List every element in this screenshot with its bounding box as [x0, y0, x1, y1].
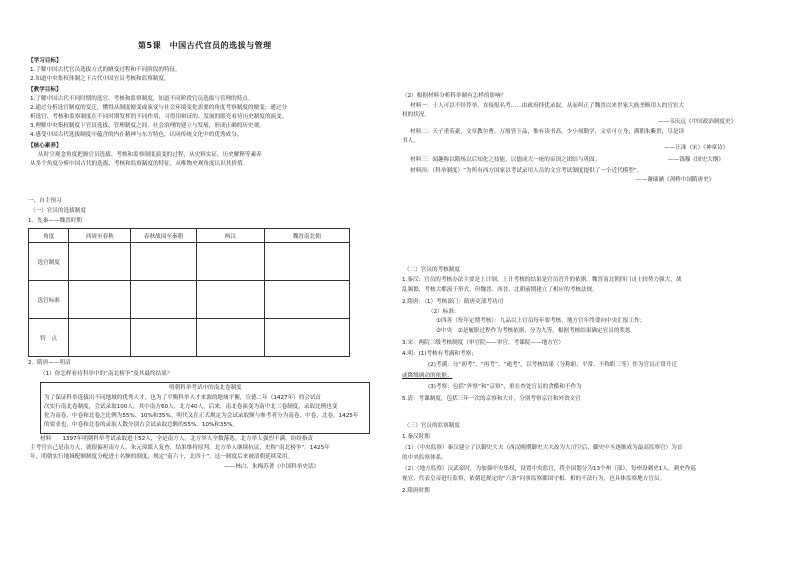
body-line: 1.秦汉时期: [402, 434, 430, 440]
page-title: 第5课 中国古代官员的选拔与管理: [138, 41, 272, 50]
selection-table: [28, 228, 350, 357]
material-box-title: 明朝科举考试中的南北卷制度: [169, 385, 242, 391]
body-line: 乱频繁，考核大都流于形式，但魏晋、西晋、北朝前期建立了相应的考核法规。: [402, 287, 598, 293]
material-source: ——谢瑞涵《剑桥中国隋唐史》: [636, 177, 715, 183]
table-cell[interactable]: [131, 281, 197, 319]
subsection-heading: （二）官员的考核制度: [404, 267, 460, 273]
body-line: 3.宋：两院三级考核制度（审官院——审官，考课院——地方官）: [402, 340, 564, 346]
table-cell[interactable]: [131, 319, 197, 357]
goal-header: 【学习目标】: [28, 58, 62, 64]
table-row: [29, 243, 350, 281]
material-line: 书人。: [402, 138, 419, 144]
material-line: 材料 1397年明朝科举考试录取进士52人，全是南方人，北方举人全数落选。北方举人强烈不满，纷纷指责: [40, 436, 314, 442]
material-box-line: 次实行南北卷制度，会试录取100人，其中南方60人，北方40人。后来，南北卷演变为南中北三卷制度，录取比例也变: [44, 404, 338, 410]
body-line: （2）标准：: [428, 309, 460, 315]
material-line: 主考官自己是南方人，就很偏袒南方人，朱元璋派人复查，结果维持原判。北方举人继续抗议，史称“南北榜争”。1425年: [30, 445, 330, 451]
table-cell[interactable]: [196, 281, 264, 319]
body-line: 2.隋唐时期: [402, 488, 430, 494]
table-row: [29, 281, 350, 319]
body-line: （1）（中央监察）秦汉建立了以御史大夫（西汉晚期御史大夫改为大司空后，御史中丞逐渐成为最高监察官）为首: [402, 445, 683, 451]
table-cell[interactable]: [69, 319, 131, 357]
table-cell[interactable]: [196, 243, 264, 281]
material-box-line: 化为南卷、中卷和北卷之比例为55%、10%和35%。明代又在正式规定为会试录取额与参考者分为南卷、中卷、北卷，1425年: [44, 413, 359, 419]
material-line: 权的状况。: [402, 112, 430, 118]
body-line: 的中央监察体系。: [402, 455, 447, 461]
subsection-heading: （三）官员的监察制度: [404, 423, 460, 429]
body-line: (2)考满：分“初考”、“再考”、“通考”，以考核结果（分称职、平常、不称职三等）作为官员正常升迁: [428, 362, 678, 368]
table-cell[interactable]: [69, 281, 131, 319]
body-line: ①四善（每年定期考核）：九品以上官员每年要考核，地方官年终要向中央汇报工作；: [436, 318, 646, 324]
subsection-heading: （一）官员的选拔制度: [30, 208, 86, 214]
material-source: ——钱穆《国史大纲》: [668, 157, 724, 163]
body-line: 5.清：考课制度，包括三年一次的京察和大计，分别考察京官和外省文官: [402, 396, 581, 402]
key-line: 析选官、考核和监察制度在不同时期发挥的不同作用，习得用辩证的、发展的眼光看待历史制度的演变。: [30, 114, 288, 120]
table-header-row: [29, 229, 350, 243]
table-row-label: 选官标准: [29, 281, 69, 319]
material-box-line: 为了保证科举选拔出不同地域的优秀人才，也为了平衡科举人才来源的地域平衡，宣德二年（1427年）的会试首: [44, 395, 322, 401]
table-header-cell: 魏晋南北朝: [264, 229, 349, 243]
material-line: 材料一：士人可以不经荐举，直接报名考……由政府择优录取，从而纠正了魏晋以来世家大族垄断用人的官宦大: [410, 103, 685, 109]
core-header: 【核心素养】: [28, 143, 62, 149]
table-cell[interactable]: [264, 243, 349, 281]
table-row: [29, 319, 350, 357]
body-line: 1.秦汉：官员的考核办法主要是上计制，上计考核的结果是官员晋升的依据。魏晋南北朝四门司士较势力强大，战: [402, 277, 682, 283]
material-line: 材料二：天子重英豪，文章教尔曹。万般皆下品，惟有读书高。少小须勤学，文章可立身；满朝朱紫贵，尽是读: [410, 129, 685, 135]
question-2: （2）根据材料分析科举制有怎样的影响？: [402, 93, 507, 99]
goal-line: 1.了解中国古代官员选拔方式的嬗变过程和不同阶段的特征。: [30, 67, 181, 73]
table-header-cell: 两汉: [196, 229, 264, 243]
section-heading: 一、自主预习: [28, 198, 62, 204]
table-cell[interactable]: [131, 243, 197, 281]
key-line: 1.了解中国古代不同时期的选官、考核和监察制度，知道不同阶段官员选拔与管理的特点。: [30, 96, 254, 102]
key-line: 4.感受中国古代选拔制度中蕴含的内在精神与东方特色，认同传统文化中的优秀成分。: [30, 132, 243, 138]
core-line: 从多个角度分析中国古代的选拔、考核和监察制度的特征，从唯物史观角度认识其价值。: [30, 161, 249, 167]
table-cell[interactable]: [264, 319, 349, 357]
body-line: 视官，代表皇帝进行监察，依朝廷规定的“六条”问事监察郡国守相、相的不法行为，也具体监察地方官员。: [402, 476, 666, 482]
subsection-heading: 2．隋唐——明清: [28, 360, 71, 366]
body-line: ②中央 ②是履职过程作为考核依据，分为九等，根据考核结果确定官员的奖惩: [436, 328, 631, 334]
table-header-cell: 西周至春秋: [69, 229, 131, 243]
material-line: 年，明朝实行地域配额制度分配进士名额的制度，规定“南六十，北四十”。这一制度后来被清朝延续采用。: [30, 454, 294, 460]
body-line: 2.隋唐：（1）考核部门：隋唐吏部考功司: [402, 299, 504, 305]
table-header-cell: 角度: [29, 229, 69, 243]
material-box-line: 的要求也，中卷和北卷的录取人数分别占会试录取总额的55%、10%和35%。: [44, 422, 238, 428]
question-1: （1）你怎样看待科举中的“南北榜争”及其最终结果？: [40, 371, 173, 377]
body-line: 或降级调动的依据；: [402, 373, 453, 379]
key-line: 2.通过分析选官制度的变迁，懂得从制度嬗变或演变与社会环境变化需要的角度考察制度的嬗变；通过分: [30, 105, 288, 111]
goal-line: 2.知道中央集权体制之下古代中国官员考核和监察制度。: [30, 76, 170, 82]
body-line: 4.明：(1)考核有考满和考察；: [402, 351, 477, 357]
table-header-cell: 春秋战国至秦朝: [131, 229, 197, 243]
key-line: 3.理解中央集权制度下官员选拔、管理制度之间、社会治理的建立与发展，形成正确的历史观。: [30, 123, 265, 129]
body-line: (3)考察：包括“外察”和“京察”，重在查处官员的贪酷和不作为: [428, 384, 582, 390]
key-header: 【教学目标】: [28, 87, 62, 93]
material-source: ——林白、朱梅苏著《中国科举史话》: [224, 464, 320, 470]
material-source: ——韦庆远《中国政治制度史》: [658, 119, 737, 125]
table-cell[interactable]: [196, 319, 264, 357]
body-line: （2）（地方监察）汉武帝时，为加强中央集权，设置中央监官，将全国划分为13个州（部），每州设刺史1人。刺史作巡: [402, 466, 696, 472]
subsection-heading: 1．先秦——魏晋时期: [28, 218, 82, 224]
table-cell[interactable]: [69, 243, 131, 281]
material-line: 材料三：闻趣称以隋炀以后知化之技能，以德成大一统的帝国之团结与巩固。: [410, 157, 601, 163]
material-source: ——汪洙（宋）《神童诗》: [664, 145, 729, 151]
material-line: 材料四：（科举制度）“为所有西方国家以考试录用人员的文官考试制度提供了一个近代模型”。: [410, 168, 643, 174]
table-row-label: 选官制度: [29, 243, 69, 281]
table-cell[interactable]: [264, 281, 349, 319]
core-line: 从时空观念角度把握官员选拔、考核和监察制度演变的过程，从史料实证、历史解释等素养: [38, 152, 262, 158]
table-row-label: 特 点: [29, 319, 69, 357]
material-box: [40, 382, 370, 434]
